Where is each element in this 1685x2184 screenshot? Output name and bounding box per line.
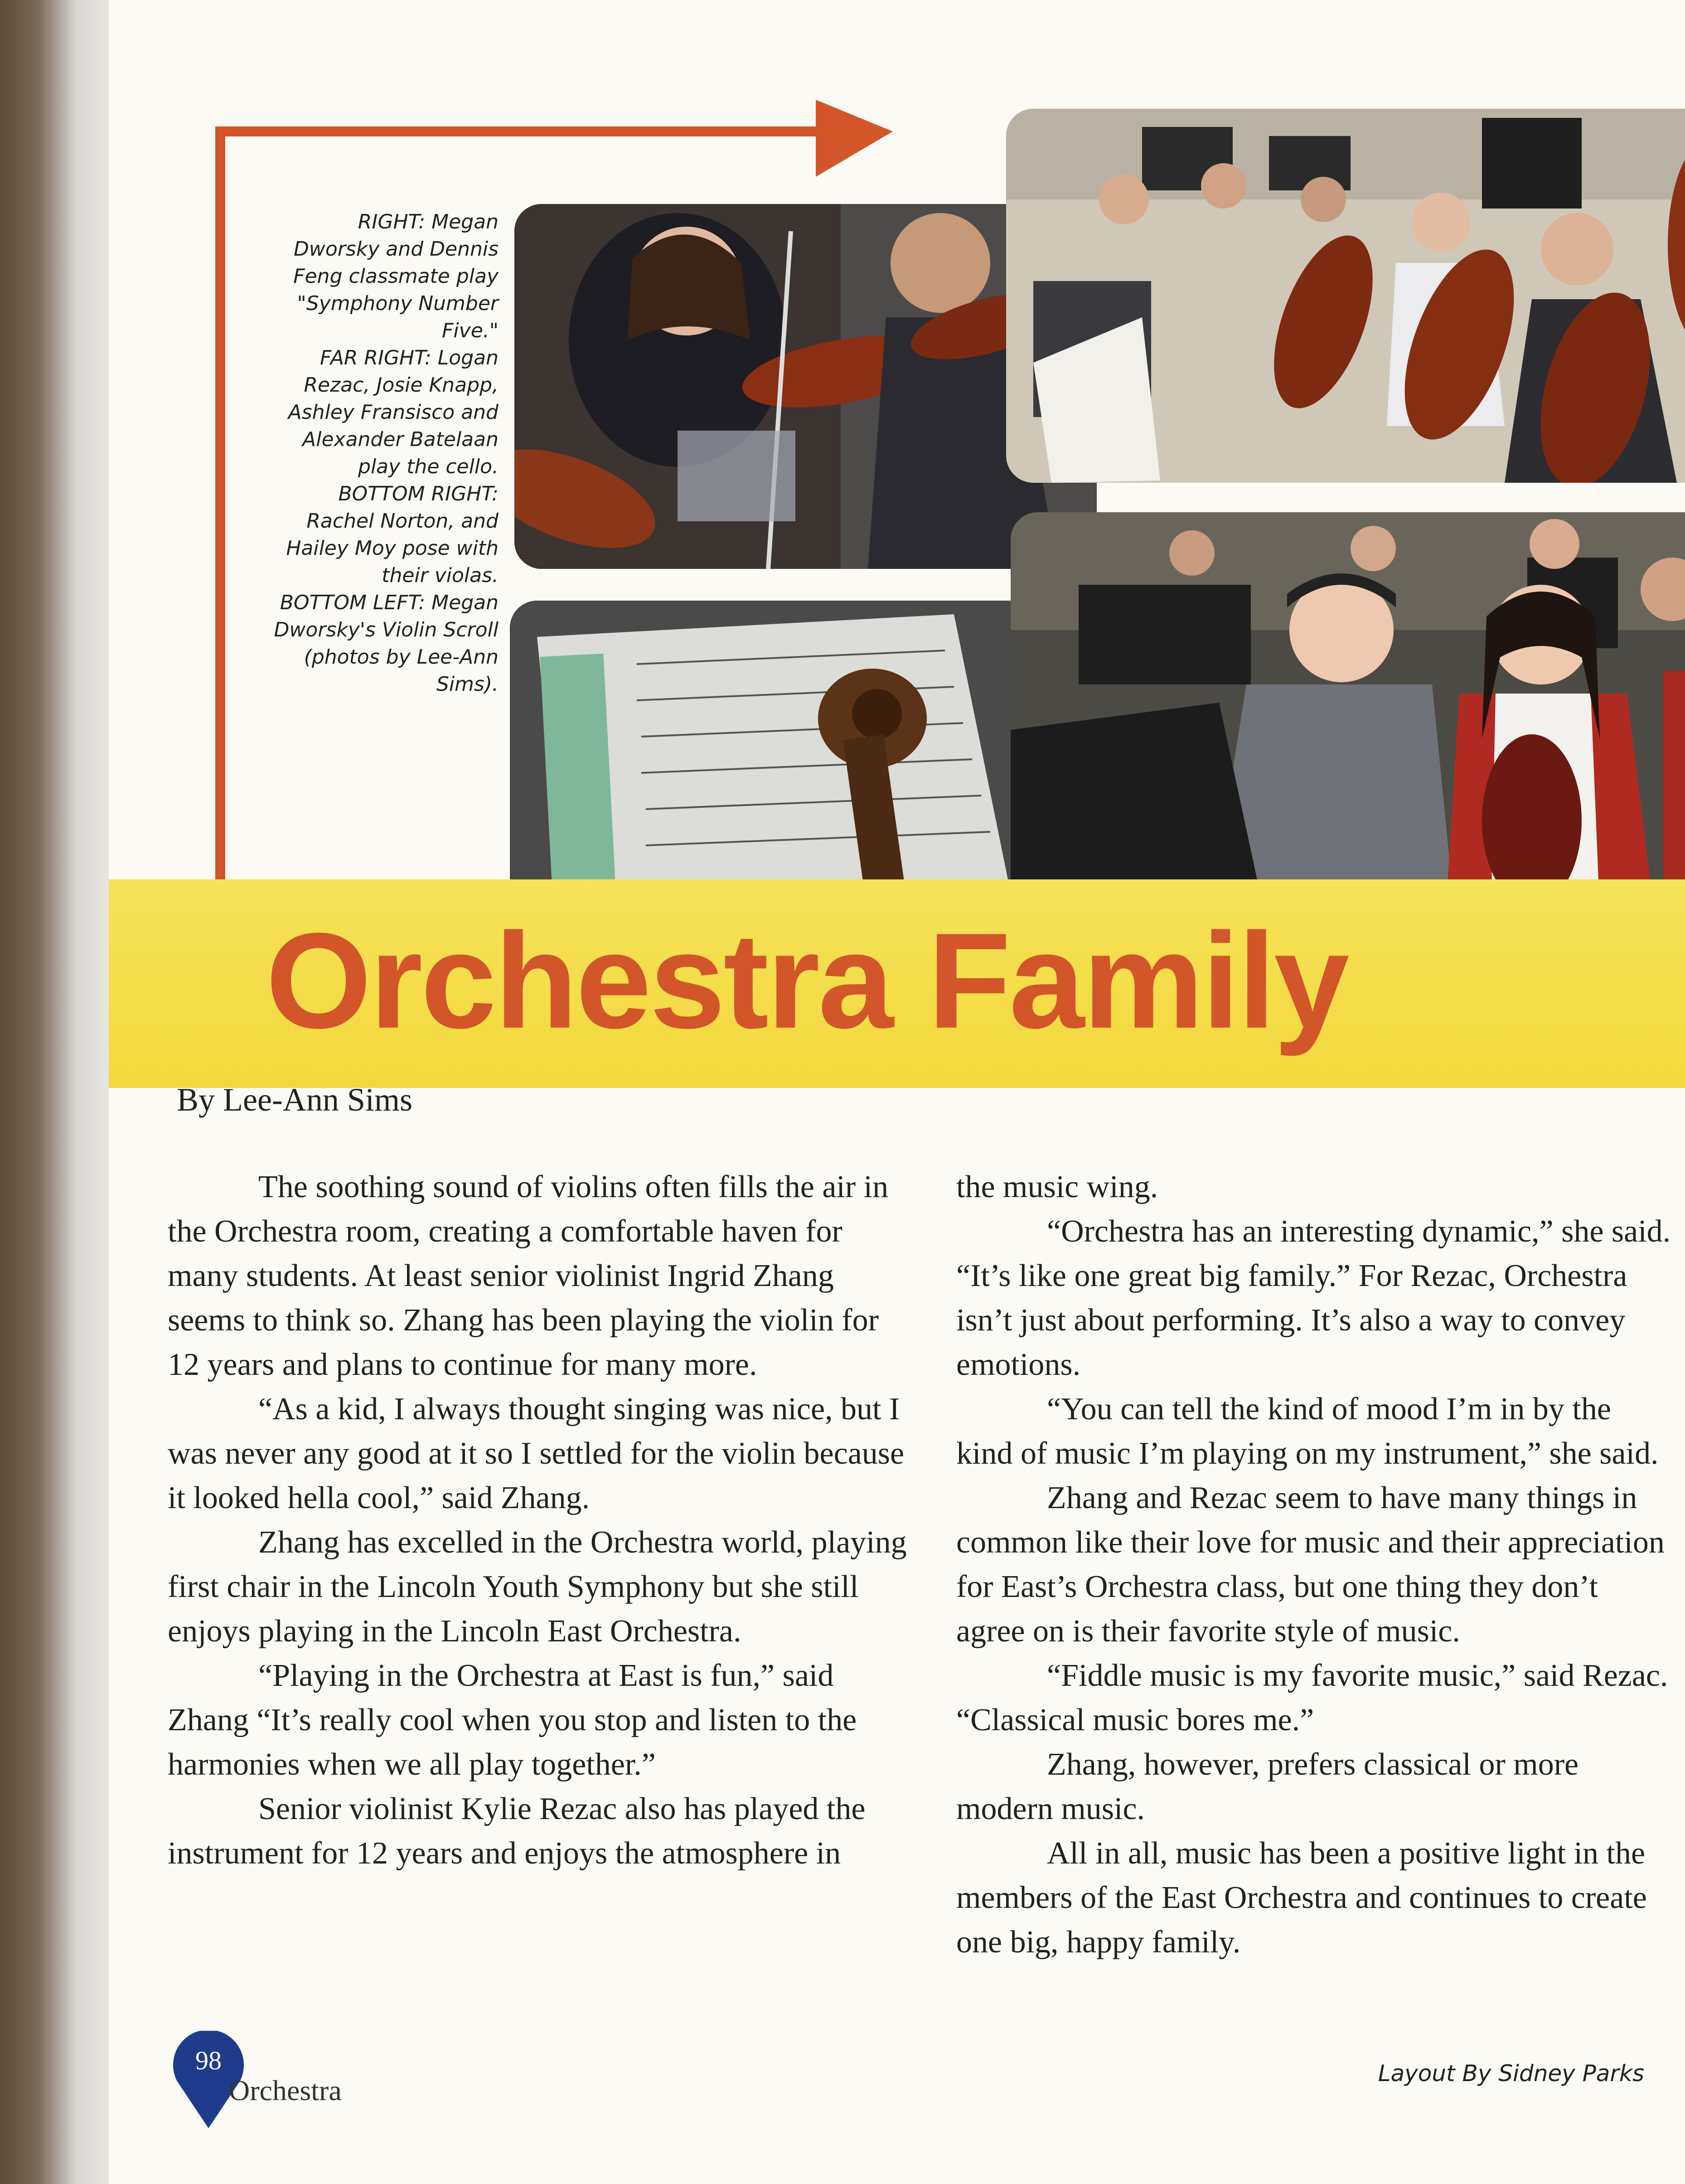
page-number: 98 — [195, 2046, 222, 2075]
paragraph: The soothing sound of violins often fills the air in the Orchestra room, creating a comfortable haven for many students. At least senior violinist Ingrid Zhang seems to think so. Zhang has been playing the violin for 12 years and plans to continue for many more. — [168, 1170, 889, 1382]
paragraph: Zhang, however, prefers classical or more modern music. — [956, 1747, 1579, 1826]
section-name: Orchestra — [229, 2074, 342, 2106]
article-column-1 — [168, 1165, 911, 1876]
paragraph: All in all, music has been a positive light in the members of the East Orchestra and continues to create one big, happy family. — [956, 1836, 1647, 1960]
layout-credit: Layout By Sidney Parks — [1378, 2060, 1644, 2087]
article-title: Orchestra Family — [266, 904, 1348, 1057]
paragraph-continuation: the music wing. — [956, 1170, 1158, 1204]
byline: By Lee-Ann Sims — [177, 1082, 412, 1118]
yearbook-page — [109, 0, 1685, 2184]
photo-violin-scroll — [510, 601, 1072, 907]
paragraph: “As a kid, I always thought singing was nice, but I was never any good at it so I settled for the violin because it looked hella cool,” said Zhang. — [168, 1392, 905, 1515]
article-column-2 — [956, 1165, 1672, 1965]
photo-viola-pair — [1011, 512, 1685, 913]
photo-caption: RIGHT: Megan Dworsky and Dennis Feng classmate play "Symphony Number Five." FAR RIGHT: Logan Rezac, Josie Knapp, Ashley Fransisco and Alexander Batelaan play the cello. BOTTOM RIGHT: Rachel Norton, and Hailey Moy pose with their violas. BOTTOM LEFT: Megan Dworsky's Violin Scroll (photos by Lee-Ann Sims). — [274, 210, 499, 696]
paragraph: “Orchestra has an interesting dynamic,” she said. “It’s like one great big family.” For Rezac, Orchestra isn’t just about performing. It’s also a way to convey emotions. — [956, 1214, 1671, 1382]
paragraph: “Fiddle music is my favorite music,” said Rezac. “Classical music bores me.” — [956, 1658, 1668, 1737]
photo-cello-section — [1006, 109, 1685, 483]
paragraph: Senior violinist Kylie Rezac also has played the instrument for 12 years and enjoys the atmosphere in — [168, 1791, 866, 1871]
paragraph: “Playing in the Orchestra at East is fun,” said Zhang “It’s really cool when you stop and listen to the harmonies when we all play together.” — [168, 1658, 857, 1782]
paragraph: Zhang has excelled in the Orchestra world, playing first chair in the Lincoln Youth Symphony but she still enjoys playing in the Lincoln East Orchestra. — [168, 1525, 907, 1649]
paragraph: Zhang and Rezac seem to have many things in common like their love for music and their appreciation for East’s Orchestra class, but one thing they don’t agree on is their favorite style of music. — [956, 1480, 1665, 1649]
book-spine — [0, 0, 127, 2184]
paragraph: “You can tell the kind of mood I’m in by the kind of music I’m playing on my instrument,” she said. — [956, 1392, 1659, 1471]
